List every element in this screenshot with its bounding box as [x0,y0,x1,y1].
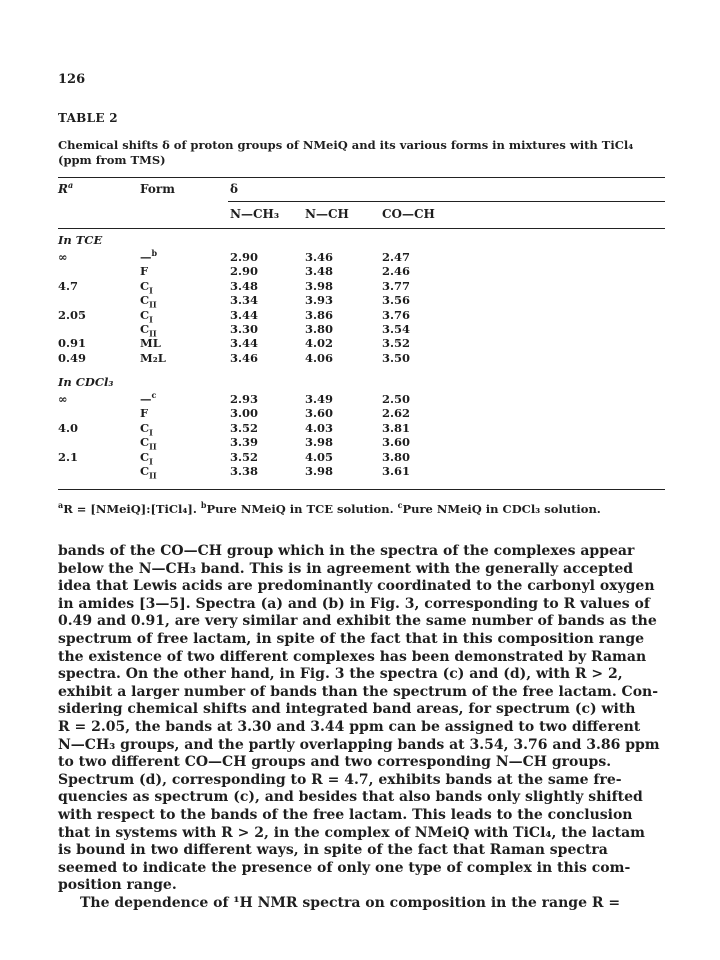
table-cell-nch: 4.03 [305,420,334,435]
table-cell-form [140,309,153,322]
form-label: — [140,392,152,406]
form-label: F [140,264,149,279]
form-label: C [140,278,150,293]
form-label: C [140,420,150,435]
header-r: $R^a$ [58,180,74,196]
table-cell-nch: 3.48 [305,264,334,279]
table-cell-coch: 2.50 [382,392,411,406]
form-subscript: I [149,455,153,466]
body-line: 0.49 and 0.91, are very similar and exhibit the same number of bands as the [58,613,657,630]
body-line: Spectrum (d), corresponding to R = 4.7, exhibits bands at the same fre- [58,771,622,788]
table-cell-nch3: 2.90 [230,250,259,264]
table-cell-nch: 3.98 [305,278,334,293]
body-line: that in systems with R > 2, in the complex of NMeiQ with TiCl₄, the lactam [58,824,645,841]
body-line: the existence of two different complexes has been demonstrated by Raman [58,648,647,665]
body-line: N—CH₃ groups, and the partly overlapping bands at 3.54, 3.76 and 3.86 ppm [58,736,660,753]
table-cell-form [140,337,161,350]
table-cell-nch3: 3.39 [230,435,259,450]
table-cell-form [140,407,148,420]
table-cell-coch: 3.50 [382,350,411,365]
table-cell-nch3: 3.52 [230,420,259,435]
header-delta: δ [230,182,239,196]
form-footnote-mark: c [151,390,157,401]
body-line: spectra. On the other hand, in Fig. 3 the spectra (c) and (d), with R > 2, [58,666,623,683]
table-cell-r: ∞ [58,392,68,406]
table-cell-form [140,293,157,310]
table-cell-nch3: 3.44 [230,336,259,351]
table-cell-nch3: 3.44 [230,307,259,322]
table-cell-coch: 3.81 [382,420,411,435]
section-title: In CDCl₃ [58,375,114,389]
table-cell-r: 0.49 [58,350,87,365]
body-line: below the N—CH₃ band. This is in agreement with the generally accepted [58,560,634,577]
table-cell-nch3: 3.34 [230,293,259,308]
caption-line-2: (ppm from TMS) [58,153,166,167]
body-line: is bound in two different ways, in spite of the fact that Raman spectra [58,842,608,859]
form-label: C [140,435,150,450]
body-line: to two different CO—CH groups and two corresponding N—CH groups. [58,754,612,771]
table-cell-form [140,352,166,365]
header-co-ch: CO—CH [382,207,435,221]
table-caption [58,138,668,168]
header-n-ch: N—CH [305,207,349,221]
form-subscript: I [149,427,153,438]
body-line: spectrum of free lactam, in spite of the fact that in this composition range [58,630,645,647]
table-cell-form [140,420,153,438]
table-cell-coch: 2.46 [382,264,411,279]
table-cell-r: ∞ [58,250,68,264]
table-cell-coch: 3.52 [382,336,411,351]
form-label: C [140,464,150,478]
table-cell-form [140,265,148,278]
table-cell-r: 2.05 [58,307,87,322]
form-label: — [140,250,152,264]
table-cell-nch: 4.02 [305,336,334,351]
table-cell-form [140,322,157,339]
table-cell-form [140,248,158,264]
body-line: R = 2.05, the bands at 3.30 and 3.44 ppm can be assigned to two different [58,718,641,735]
table-cell-nch3: 2.93 [230,392,259,406]
form-subscript: I [149,285,153,296]
table-cell-form [140,390,157,406]
header-sub-rule [228,201,665,202]
body-line: seemed to indicate the presence of only one type of complex in this com- [58,859,631,876]
form-label: F [140,406,149,421]
table-cell-coch: 3.54 [382,322,411,336]
body-last-line: The dependence of ¹H NMR spectra on composition in the range R = [80,894,621,911]
form-footnote-mark: b [151,248,158,259]
body-line: in amides [3—5]. Spectra (a) and (b) in Fig. 3, corresponding to R values of [58,595,650,612]
table-bottom-rule [58,489,665,490]
section-title: In TCE [58,233,103,247]
table-cell-nch3: 3.52 [230,449,259,464]
table-cell-nch3: 3.38 [230,464,259,478]
table-cell-coch: 3.60 [382,435,411,450]
form-subscript: II [149,441,157,452]
page-number: 126 [58,72,86,87]
table-top-rule [58,177,665,178]
caption-line-1: Chemical shifts δ of proton groups of NMeiQ and its various forms in mixtures with TiCl₄ [58,138,634,152]
table-cell-nch: 4.06 [305,350,334,365]
body-line: with respect to the bands of the free lactam. This leads to the conclusion [58,806,633,823]
form-label: C [140,322,150,336]
form-subscript: II [149,328,157,339]
form-label: C [140,449,150,464]
table-cell-nch3: 3.46 [230,350,259,365]
table-cell-nch: 3.98 [305,464,334,478]
body-line: idea that Lewis acids are predominantly coordinated to the carbonyl oxygen [58,578,655,595]
form-label: ML [140,336,161,351]
form-label: C [140,307,150,322]
table-cell-nch3: 3.30 [230,322,259,336]
body-line: bands of the CO—CH group which in the spectra of the complexes appear [58,543,635,559]
table-cell-nch: 4.05 [305,449,334,464]
body-line: exhibit a larger number of bands than the spectrum of the free lactam. Con- [58,683,659,700]
table-cell-r: 4.0 [58,420,79,435]
table-cell-form [140,464,157,481]
table-cell-form [140,435,157,452]
table-cell-nch: 3.93 [305,293,334,308]
table-cell-nch: 3.86 [305,307,334,322]
table-cell-r: 0.91 [58,336,87,351]
table-cell-coch: 2.47 [382,250,411,264]
body-line: sidering chemical shifts and integrated band areas, for spectrum (c) with [58,701,636,718]
table-cell-form [140,278,153,296]
table-cell-nch: 3.46 [305,250,334,264]
table-title: TABLE 2 [58,111,118,125]
form-label: M₂L [140,350,166,365]
body-line: quencies as spectrum (c), and besides that also bands only slightly shifted [58,789,643,806]
table-cell-nch: 3.49 [305,392,334,406]
table-cell-nch: 3.80 [305,322,334,336]
table-cell-coch: 3.56 [382,293,411,308]
body-paragraph [58,543,670,895]
table-cell-r: 4.7 [58,278,79,293]
table-cell-nch3: 2.90 [230,264,259,279]
form-subscript: II [149,470,157,481]
form-label: C [140,293,150,308]
header-bottom-rule [58,228,665,229]
table-footnote: $^a$R = [NMeiQ]:[TiCl₄]. $^b$Pure NMeiQ in TCE solution. $^c$Pure NMeiQ in CDCl₃ solution. [58,500,601,516]
body-line: position range. [58,877,177,894]
table-cell-r: 2.1 [58,449,79,464]
table-cell-nch3: 3.00 [230,406,259,421]
header-n-ch3: N—CH₃ [230,207,280,221]
table-cell-coch: 3.77 [382,278,411,293]
header-form: Form [140,182,175,196]
form-subscript: II [149,299,157,310]
body-text [58,543,670,912]
table-cell-coch: 2.62 [382,406,411,421]
table-cell-nch: 3.98 [305,435,334,450]
table-cell-form [140,451,153,464]
table-cell-nch: 3.60 [305,406,334,421]
table-cell-coch: 3.61 [382,464,411,478]
table-cell-coch: 3.80 [382,449,411,464]
form-subscript: I [149,313,153,324]
table-cell-coch: 3.76 [382,307,411,322]
table-cell-nch3: 3.48 [230,278,259,293]
